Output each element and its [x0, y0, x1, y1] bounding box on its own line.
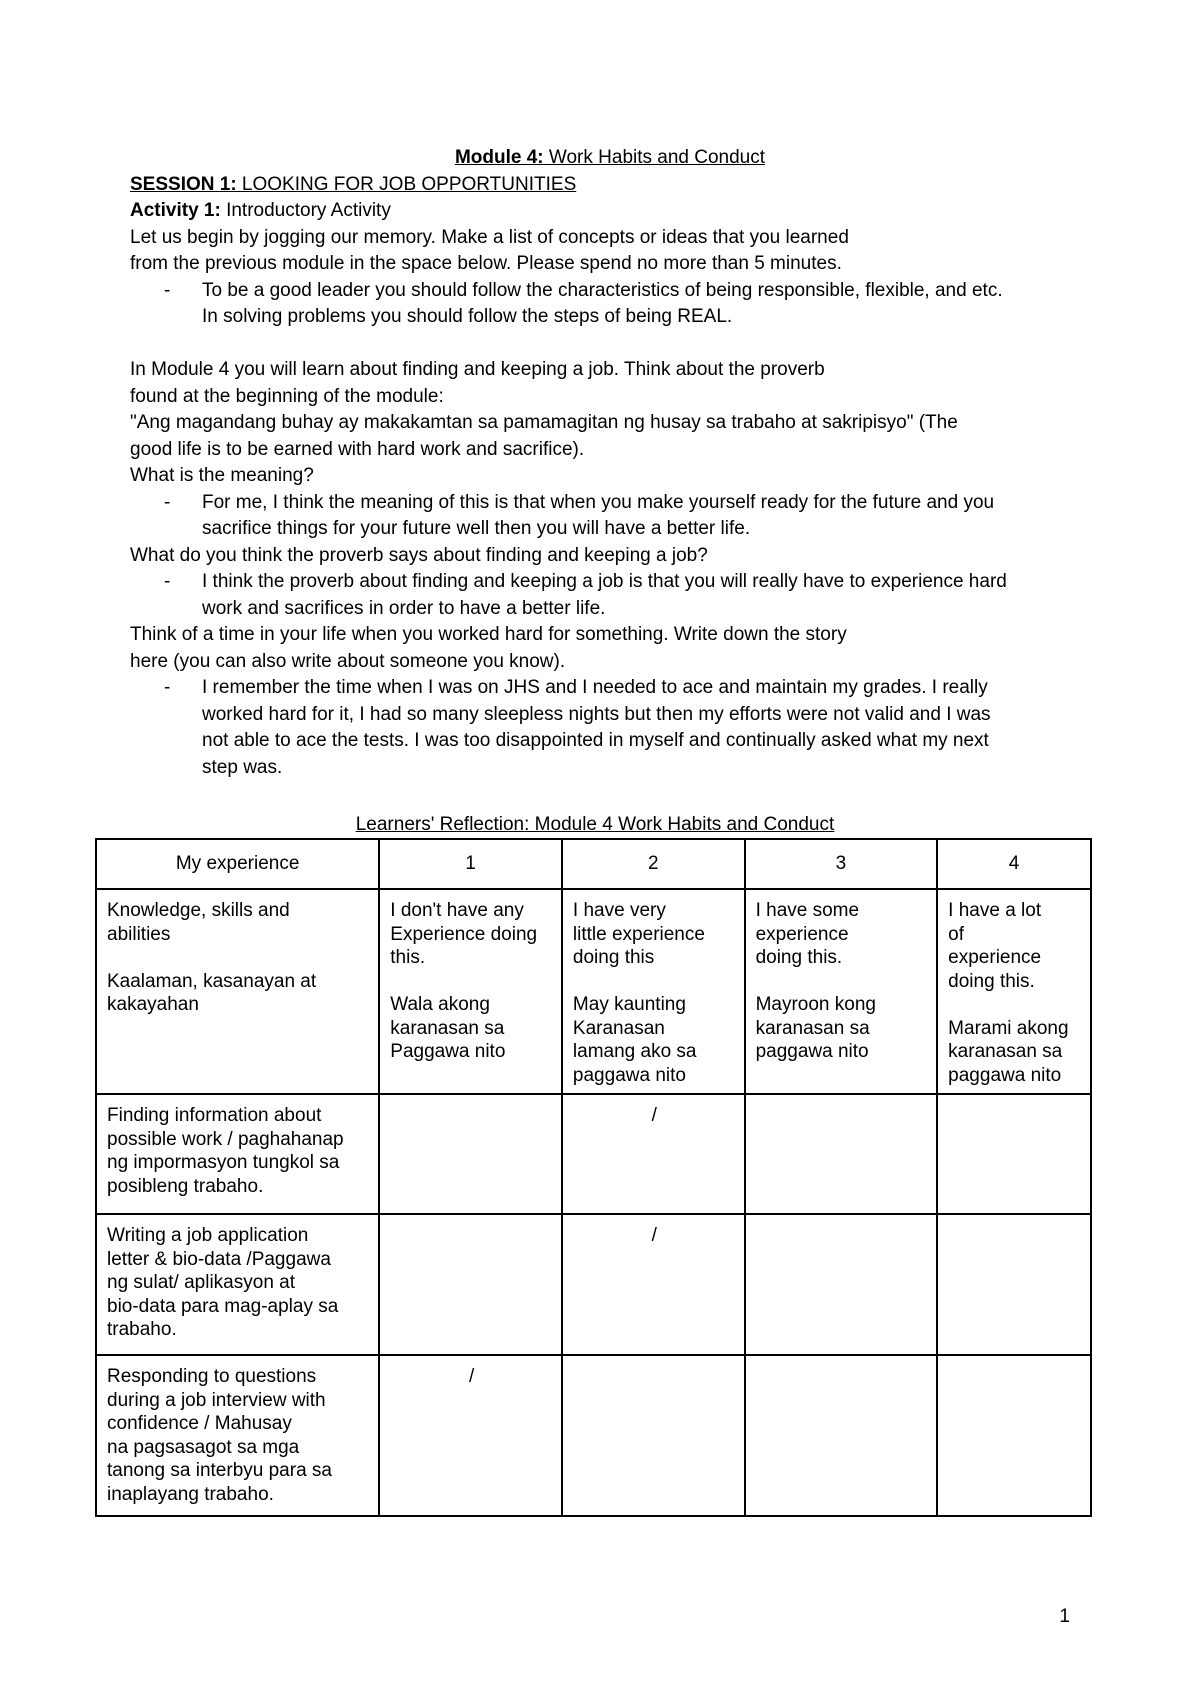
cell-line: inaplayang trabaho.: [107, 1483, 274, 1505]
answer-3-line-2: work and sacrifices in order to have a better life.: [202, 597, 606, 619]
cell-line: doing this.: [755, 947, 843, 968]
answer-1-line-1: To be a good leader you should follow the characteristics of being responsible, flexible, and etc.: [202, 279, 1003, 301]
module-title: Work Habits and Conduct: [543, 147, 766, 168]
proverb-line-2: good life is to be earned with hard work and sacrifice).: [130, 438, 585, 460]
header-cell: 1: [379, 839, 562, 889]
cell-line: abilities: [107, 923, 171, 945]
mark-cell: [562, 1355, 745, 1516]
cell-line: Wala akong: [390, 994, 490, 1015]
table-header-row: [96, 839, 1091, 889]
cell-line: I have some: [755, 900, 860, 921]
answer-4-line-3: not able to ace the tests. I was too disappointed in myself and continually asked what my next: [202, 730, 989, 751]
cell-line: Finding information about: [107, 1105, 322, 1126]
table-row: [96, 1094, 1091, 1214]
cell-line: doing this.: [948, 970, 1035, 992]
cell-line: experience: [755, 923, 849, 945]
answer-3: [130, 569, 1090, 622]
mark-cell: [379, 1214, 562, 1355]
cell-line: posibleng trabaho.: [107, 1175, 264, 1197]
proverb-line-1: "Ang magandang buhay ay makakamtan sa pamamagitan ng husay sa trabaho at sakripisyo" (The: [130, 412, 958, 433]
cell-line: paggawa nito: [948, 1064, 1062, 1086]
cell-line: I don't have any: [390, 900, 524, 921]
answer-4-line-4: step was.: [202, 756, 283, 778]
mark-cell: [937, 1094, 1091, 1214]
intro-line-2: from the previous module in the space below. Please spend no more than 5 minutes.: [130, 253, 842, 274]
descriptor-cell-2: [562, 889, 745, 1094]
answer-2: [130, 490, 1090, 543]
answer-2-line-2: sacrifice things for your future well then you will have a better life.: [202, 518, 751, 539]
row-label-cell: [96, 1355, 379, 1516]
mark-cell: [937, 1355, 1091, 1516]
mark-cell: [745, 1094, 938, 1214]
table-row: [96, 1214, 1091, 1355]
cell-line: paggawa nito: [755, 1041, 869, 1062]
cell-line: during a job interview with: [107, 1389, 326, 1411]
question-2: What do you think the proverb says about finding and keeping a job?: [130, 544, 708, 566]
cell-line: possible work / paghahanap: [107, 1128, 344, 1150]
session-heading: [130, 172, 1090, 199]
session-label: SESSION 1:: [130, 173, 237, 195]
answer-4-line-2: worked hard for it, I had so many sleepless nights but then my efforts were not valid and I was: [202, 703, 991, 725]
row-label-cell: [96, 1214, 379, 1355]
mark-cell: [937, 1214, 1091, 1355]
descriptor-cell-4: [937, 889, 1091, 1094]
cell-line: ng impormasyon tungkol sa: [107, 1152, 340, 1173]
cell-line: na pagsasagot sa mga: [107, 1436, 300, 1458]
bullet-dash: -: [164, 677, 171, 698]
cell-line: trabaho.: [107, 1319, 177, 1340]
cell-line: Experience doing: [390, 923, 538, 945]
cell-line: of: [948, 923, 965, 945]
mark-cell: [745, 1355, 938, 1516]
answer-4-line-1: I remember the time when I was on JHS and I needed to ace and maintain my grades. I really: [202, 677, 988, 698]
cell-line: paggawa nito: [572, 1064, 686, 1086]
mark-cell: /: [562, 1094, 745, 1214]
session-title: LOOKING FOR JOB OPPORTUNITIES: [236, 173, 577, 195]
mark-cell: /: [562, 1214, 745, 1355]
module-heading: [130, 145, 1090, 172]
bullet-dash: -: [164, 571, 171, 592]
descriptor-row: [96, 889, 1091, 1094]
cell-line: tanong sa interbyu para sa: [107, 1460, 332, 1481]
module-line-1: In Module 4 you will learn about finding and keeping a job. Think about the proverb: [130, 359, 825, 380]
cell-line: letter & bio-data /Paggawa: [107, 1248, 331, 1270]
cell-line: Knowledge, skills and: [107, 900, 290, 921]
answer-4: [130, 675, 1090, 781]
cell-line: doing this: [572, 947, 655, 968]
cell-line: Marami akong: [948, 1017, 1069, 1039]
bullet-dash: -: [164, 491, 171, 513]
mark-cell: /: [379, 1355, 562, 1516]
table-title: Learners' Reflection: Module 4 Work Habits and Conduct: [355, 814, 835, 835]
cell-line: karanasan sa: [755, 1017, 870, 1039]
descriptor-label-cell: [96, 889, 379, 1094]
cell-line: Responding to questions: [107, 1366, 317, 1387]
cell-line: Kaalaman, kasanayan at: [107, 970, 317, 992]
reflection-table: [95, 838, 1092, 1517]
cell-line: this.: [390, 947, 426, 968]
module-line-2: found at the beginning of the module:: [130, 385, 444, 407]
row-label-cell: [96, 1094, 379, 1214]
header-cell: 2: [562, 839, 745, 889]
mark-cell: [379, 1094, 562, 1214]
page-number: 1: [1059, 1606, 1070, 1627]
cell-line: lamang ako sa: [572, 1041, 697, 1062]
table-row: [96, 1355, 1091, 1516]
cell-line: kakayahan: [107, 994, 199, 1015]
cell-line: karanasan sa: [948, 1041, 1063, 1062]
cell-line: experience: [948, 947, 1042, 968]
answer-1: [130, 278, 1090, 331]
question-3-line-2: here (you can also write about someone you know).: [130, 650, 566, 672]
activity-label: Activity 1:: [130, 200, 221, 221]
cell-line: Karanasan: [572, 1017, 665, 1039]
header-cell: 4: [937, 839, 1091, 889]
header-cell: 3: [745, 839, 938, 889]
document-body: [130, 145, 1090, 781]
module-label: Module 4:: [454, 147, 544, 168]
header-cell: My experience: [96, 839, 379, 889]
descriptor-cell-1: [379, 889, 562, 1094]
cell-line: karanasan sa: [390, 1017, 505, 1039]
answer-1-line-2: In solving problems you should follow the steps of being REAL.: [202, 306, 733, 327]
cell-line: May kaunting: [572, 994, 686, 1015]
intro-line-1: Let us begin by jogging our memory. Make a list of concepts or ideas that you learned: [130, 226, 849, 248]
answer-2-line-1: For me, I think the meaning of this is that when you make yourself ready for the future and you: [202, 491, 995, 513]
cell-line: Mayroon kong: [755, 994, 876, 1015]
bullet-dash: -: [164, 279, 171, 301]
cell-line: little experience: [572, 923, 705, 945]
activity-title: Introductory Activity: [220, 200, 391, 221]
cell-line: ng sulat/ aplikasyon at: [107, 1272, 296, 1293]
cell-line: I have very: [572, 900, 666, 921]
answer-3-line-1: I think the proverb about finding and keeping a job is that you will really have to experience hard: [202, 571, 1007, 592]
cell-line: confidence / Mahusay: [107, 1413, 292, 1434]
cell-line: Paggawa nito: [390, 1041, 506, 1062]
question-1: What is the meaning?: [130, 465, 314, 486]
mark-cell: [745, 1214, 938, 1355]
descriptor-cell-3: [745, 889, 938, 1094]
cell-line: bio-data para mag-aplay sa: [107, 1295, 339, 1317]
cell-line: I have a lot: [948, 900, 1042, 921]
activity-heading: [130, 198, 1090, 225]
question-3-line-1: Think of a time in your life when you worked hard for something. Write down the story: [130, 624, 847, 645]
cell-line: Writing a job application: [107, 1225, 309, 1246]
